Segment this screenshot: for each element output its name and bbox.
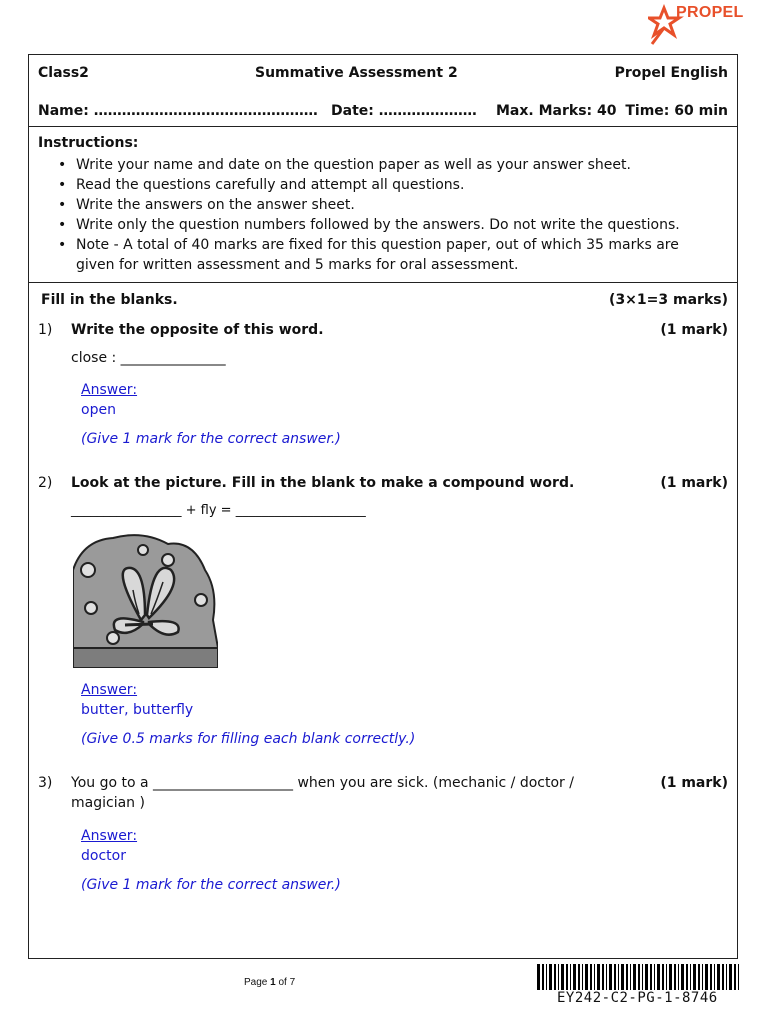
barcode-icon: [537, 964, 743, 990]
page-suffix: of 7: [275, 977, 296, 988]
instructions-list: [76, 155, 726, 275]
paper-header: [29, 55, 737, 127]
answer-text: butter, butterfly: [81, 702, 194, 718]
section-title: Fill in the blanks.: [41, 292, 178, 308]
paper-code: EY242-C2-PG-1-8746: [557, 990, 718, 1006]
question-prompt: Look at the picture. Fill in the blank to make a compound word.: [71, 475, 575, 491]
instructions-title: Instructions:: [38, 135, 139, 151]
answer-label: Answer:: [81, 682, 138, 698]
propel-logo-text: PROPEL: [676, 4, 744, 21]
section-marks: (3×1=3 marks): [609, 292, 728, 308]
question-prompt-continued: magician ): [71, 795, 145, 811]
date-field: Date: …………………: [331, 103, 477, 119]
instruction-item: • Note - A total of 40 marks are fixed for this question paper, out of which 35 marks are: [76, 235, 726, 255]
instruction-item: • Write the answers on the answer sheet.: [76, 195, 726, 215]
instruction-item: • Read the questions carefully and attempt all questions.: [76, 175, 726, 195]
question-body: close : _______________: [71, 350, 226, 366]
instruction-item: • Write only the question numbers followed by the answers. Do not write the questions.: [76, 215, 726, 235]
answer-label: Answer:: [81, 828, 138, 844]
answer-text: open: [81, 402, 116, 418]
answer-text: doctor: [81, 848, 126, 864]
question-marks: (1 mark): [660, 475, 728, 491]
question-prompt: You go to a ____________________ when you are sick. (mechanic / doctor /: [71, 775, 574, 791]
instruction-item: • Write your name and date on the question paper as well as your answer sheet.: [76, 155, 726, 175]
subject-label: Propel English: [614, 65, 728, 81]
question-number: 1): [38, 322, 53, 338]
instruction-item-continued: given for written assessment and 5 marks for oral assessment.: [76, 257, 519, 273]
assessment-title: Summative Assessment 2: [255, 65, 458, 81]
question-number: 2): [38, 475, 53, 491]
question-body: _________________ + fly = ____________________: [71, 503, 366, 518]
question-marks: (1 mark): [660, 775, 728, 791]
question-number: 3): [38, 775, 53, 791]
question-prompt: Write the opposite of this word.: [71, 322, 324, 338]
instructions-box: [29, 127, 737, 283]
name-field: Name: …………………………………………: [38, 103, 318, 119]
marking-note: (Give 0.5 marks for filling each blank correctly.): [81, 731, 416, 747]
page-number: [244, 977, 295, 988]
class-label: Class2: [38, 65, 89, 81]
marking-note: (Give 1 mark for the correct answer.): [81, 877, 341, 893]
page-prefix: Page: [244, 977, 271, 988]
max-marks-label: Max. Marks: 40: [496, 103, 617, 119]
butterfly-on-leaves-icon: [73, 530, 218, 668]
question-marks: (1 mark): [660, 322, 728, 338]
answer-label: Answer:: [81, 382, 138, 398]
time-label: Time: 60 min: [625, 103, 728, 119]
page-current: 1: [270, 977, 276, 988]
marking-note: (Give 1 mark for the correct answer.): [81, 431, 341, 447]
